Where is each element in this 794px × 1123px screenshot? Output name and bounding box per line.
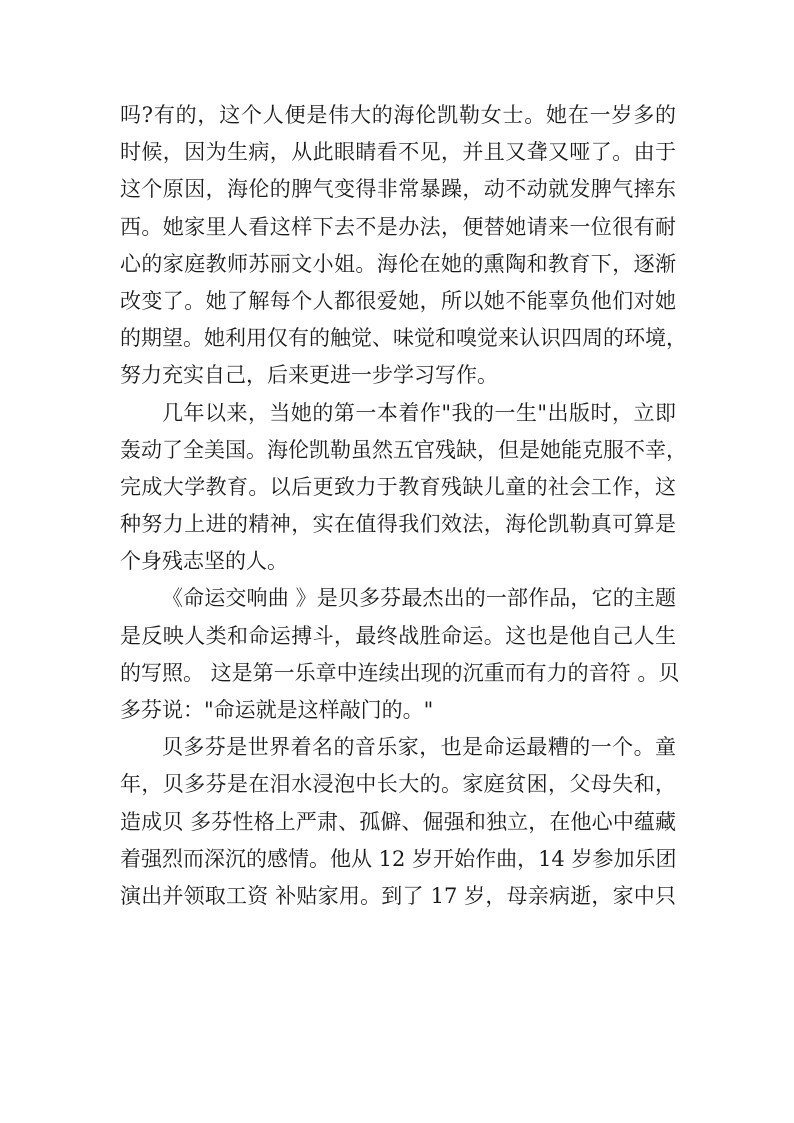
paragraph-beethoven-childhood <box>120 729 676 915</box>
text-line: 完成大学教育。以后更致力于教育残缺儿童的社会工作，这 <box>120 474 676 499</box>
text-line: 时候，因为生病，从此眼睛看不见，并且又聋又哑了。由于 <box>120 140 676 165</box>
text-line: 西。她家里人看这样下去不是办法，便替她请来一位很有耐 <box>120 214 676 239</box>
text-line: 心的家庭教师苏丽文小姐。海伦在她的熏陶和教育下，逐渐 <box>120 251 676 276</box>
text-line: 《命运交响曲 》是贝多芬最杰出的一部作品，它的主题 <box>162 586 676 611</box>
text-line: 改变了。她了解每个人都很爱她，所以她不能辜负他们对她 <box>120 288 676 313</box>
text-line: 多芬说："命运就是这样敲门的。" <box>120 698 434 722</box>
text-line: 轰动了全美国。海伦凯勒虽然五官残缺，但是她能克服不幸， <box>120 437 687 462</box>
text-line: 吗?有的，这个人便是伟大的海伦凯勒女士。她在一岁多的 <box>120 103 676 127</box>
text-line: 着强烈而深沉的感情。他从 12 岁开始作曲，14 岁参加乐团 <box>120 846 677 871</box>
paragraph-fate-symphony <box>120 580 680 729</box>
paragraph-helen-keller-intro <box>120 97 687 395</box>
text-line: 造成贝 多芬性格上严肃、孤僻、倔强和独立，在他心中蕴藏 <box>120 809 676 834</box>
text-line: 贝多芬是世界着名的音乐家，也是命运最糟的一个。童 <box>162 735 676 760</box>
text-line: 的写照。 这是第一乐章中连续出现的沉重而有力的音符 。贝 <box>120 660 680 685</box>
text-line: 这个原因，海伦的脾气变得非常暴躁，动不动就发脾气摔东 <box>120 177 676 202</box>
text-line: 个身残志坚的人。 <box>120 549 288 574</box>
text-line: 是反映人类和命运搏斗，最终战胜命运。这也是他自己人生 <box>120 623 676 648</box>
body-text <box>120 97 687 915</box>
text-line: 演出并领取工资 补贴家用。到了 17 岁，母亲病逝，家中只 <box>120 883 676 908</box>
text-line: 几年以来，当她的第一本着作"我的一生"出版时，立即 <box>162 400 676 425</box>
text-line: 种努力上进的精神，实在值得我们效法，海伦凯勒真可算是 <box>120 512 676 537</box>
text-line: 年，贝多芬是在泪水浸泡中长大的。家庭贫困，父母失和， <box>120 772 676 797</box>
text-line: 的期望。她利用仅有的触觉、味觉和嗅觉来认识四周的环境， <box>120 326 687 351</box>
text-line: 努力充实自己，后来更进一步学习写作。 <box>120 363 498 388</box>
paragraph-helen-keller-book <box>120 395 687 581</box>
